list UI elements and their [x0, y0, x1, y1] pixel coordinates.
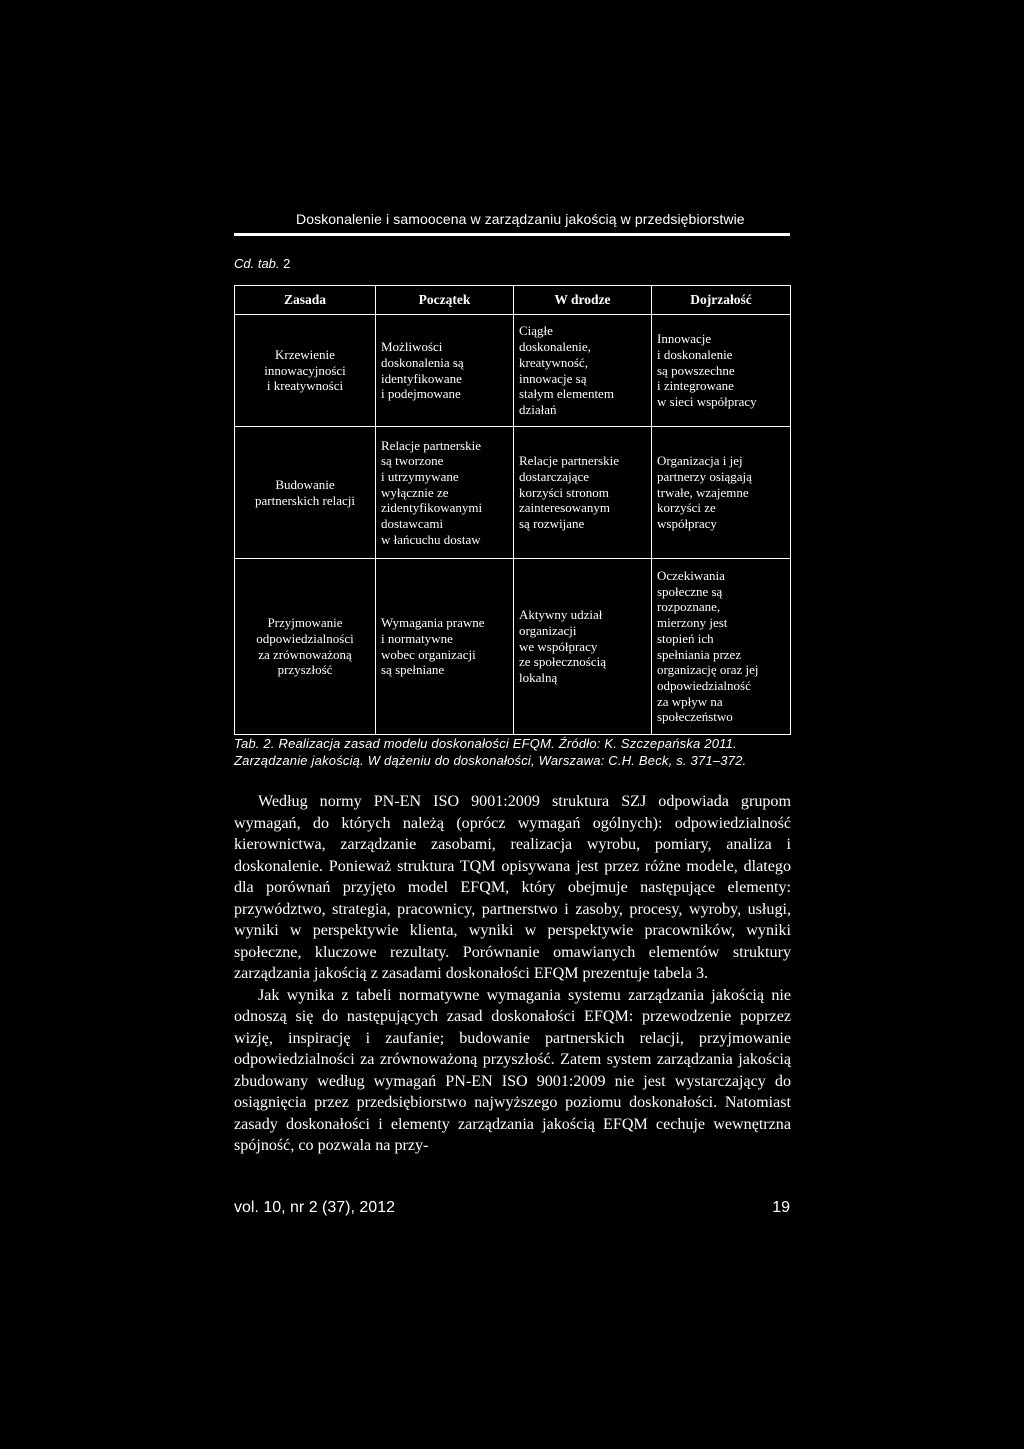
header-dojrzalosc: Dojrzałość [652, 286, 791, 315]
table-caption: Tab. 2. Realizacja zasad modelu doskonałości EFQM. Źródło: K. Szczepańska 2011. Zarządzanie jakością. W dążeniu do doskonałości, Warszawa: C.H. Beck, s. 371–372. [234, 736, 747, 768]
paragraph: Według normy PN-EN ISO 9001:2009 struktura SZJ odpowiada grupom wymagań, do których należą (oprócz wymagań ogólnych): odpowiedzialność kierownictwa, zarządzanie zasobami, realizacja wyrobu, pomiary, analiza i doskonalenie. Ponieważ struktura TQM opisywana jest przez różne modele, dlatego dla porównań przyjęto model EFQM, który obejmuje następujące elementy: przywództwo, strategia, pracownicy, partnerstwo i zasoby, procesy, wyroby, usługi, wyniki w perspektywie klienta, wyniki w perspektywie pracowników, wyniki społeczne, kluczowe rezultaty. Porównanie omawianych elementów struktury zarządzania jakością z zasadami doskonałości EFQM prezentuje tabela 3. [234, 793, 791, 982]
continuation-text: Cd. tab. [234, 256, 280, 271]
table-cell: Innowacje i doskonalenie są powszechne i zintegrowane w sieci współpracy [652, 315, 791, 427]
footer-volume: vol. 10, nr 2 (37), 2012 [234, 1199, 395, 1216]
table-cell: Aktywny udział organizacji we współpracy ze społecznością lokalną [514, 559, 652, 735]
table-cell: Oczekiwania społeczne są rozpoznane, mierzony jest stopień ich spełniania przez organizację oraz jej odpowiedzialność za wpływ na społeczeństwo [652, 559, 791, 735]
efqm-table [234, 285, 791, 735]
table-cell: Relacje partnerskie dostarczające korzyści stronom zainteresowanym są rozwijane [514, 427, 652, 559]
table-cell: Organizacja i jej partnerzy osiągają trwałe, wzajemne korzyści ze współpracy [652, 427, 791, 559]
table-cell: Budowanie partnerskich relacji [235, 427, 376, 559]
header-w-drodze: W drodze [514, 286, 652, 315]
body-text [234, 791, 791, 1157]
running-header: Doskonalenie i samoocena w zarządzaniu jakością w przedsiębiorstwie [296, 211, 745, 227]
header-poczatek: Początek [376, 286, 514, 315]
table-cell: Możliwości doskonalenia są identyfikowane i podejmowane [376, 315, 514, 427]
table-row [235, 559, 791, 735]
table-cell: Wymagania prawne i normatywne wobec organizacji są spełniane [376, 559, 514, 735]
continuation-number: 2 [283, 256, 291, 271]
table-row [235, 427, 791, 559]
header-zasada: Zasada [235, 286, 376, 315]
table-header-row [235, 286, 791, 315]
page-number: 19 [772, 1199, 790, 1216]
table-cell: Krzewienie innowacyjności i kreatywności [235, 315, 376, 427]
paragraph: Jak wynika z tabeli normatywne wymagania systemu zarządzania jakością nie odnoszą się do następujących zasad doskonałości EFQM: przewodzenie poprzez wizję, inspirację i zaufanie; budowanie partnerskich relacji, przyjmowanie odpowiedzialności za zrównoważoną przyszłość. Zatem system zarządzania jakością zbudowany według wymagań PN-EN ISO 9001:2009 nie jest wystarczający do osiągnięcia przez przedsiębiorstwo najwyższego poziomu doskonałości. Natomiast zasady doskonałości i elementy zarządzania jakością EFQM cechuje wewnętrzna spójność, co pozwala na przy- [234, 986, 791, 1154]
table-row [235, 315, 791, 427]
table-cell: Ciągłe doskonalenie, kreatywność, innowacje są stałym elementem działań [514, 315, 652, 427]
table-cell: Relacje partnerskie są tworzone i utrzymywane wyłącznie ze zidentyfikowanymi dostawcami w łańcuchu dostaw [376, 427, 514, 559]
header-rule [234, 233, 790, 236]
table-cell: Przyjmowanie odpowiedzialności za zrównoważoną przyszłość [235, 559, 376, 735]
table-continuation-label [234, 256, 290, 271]
